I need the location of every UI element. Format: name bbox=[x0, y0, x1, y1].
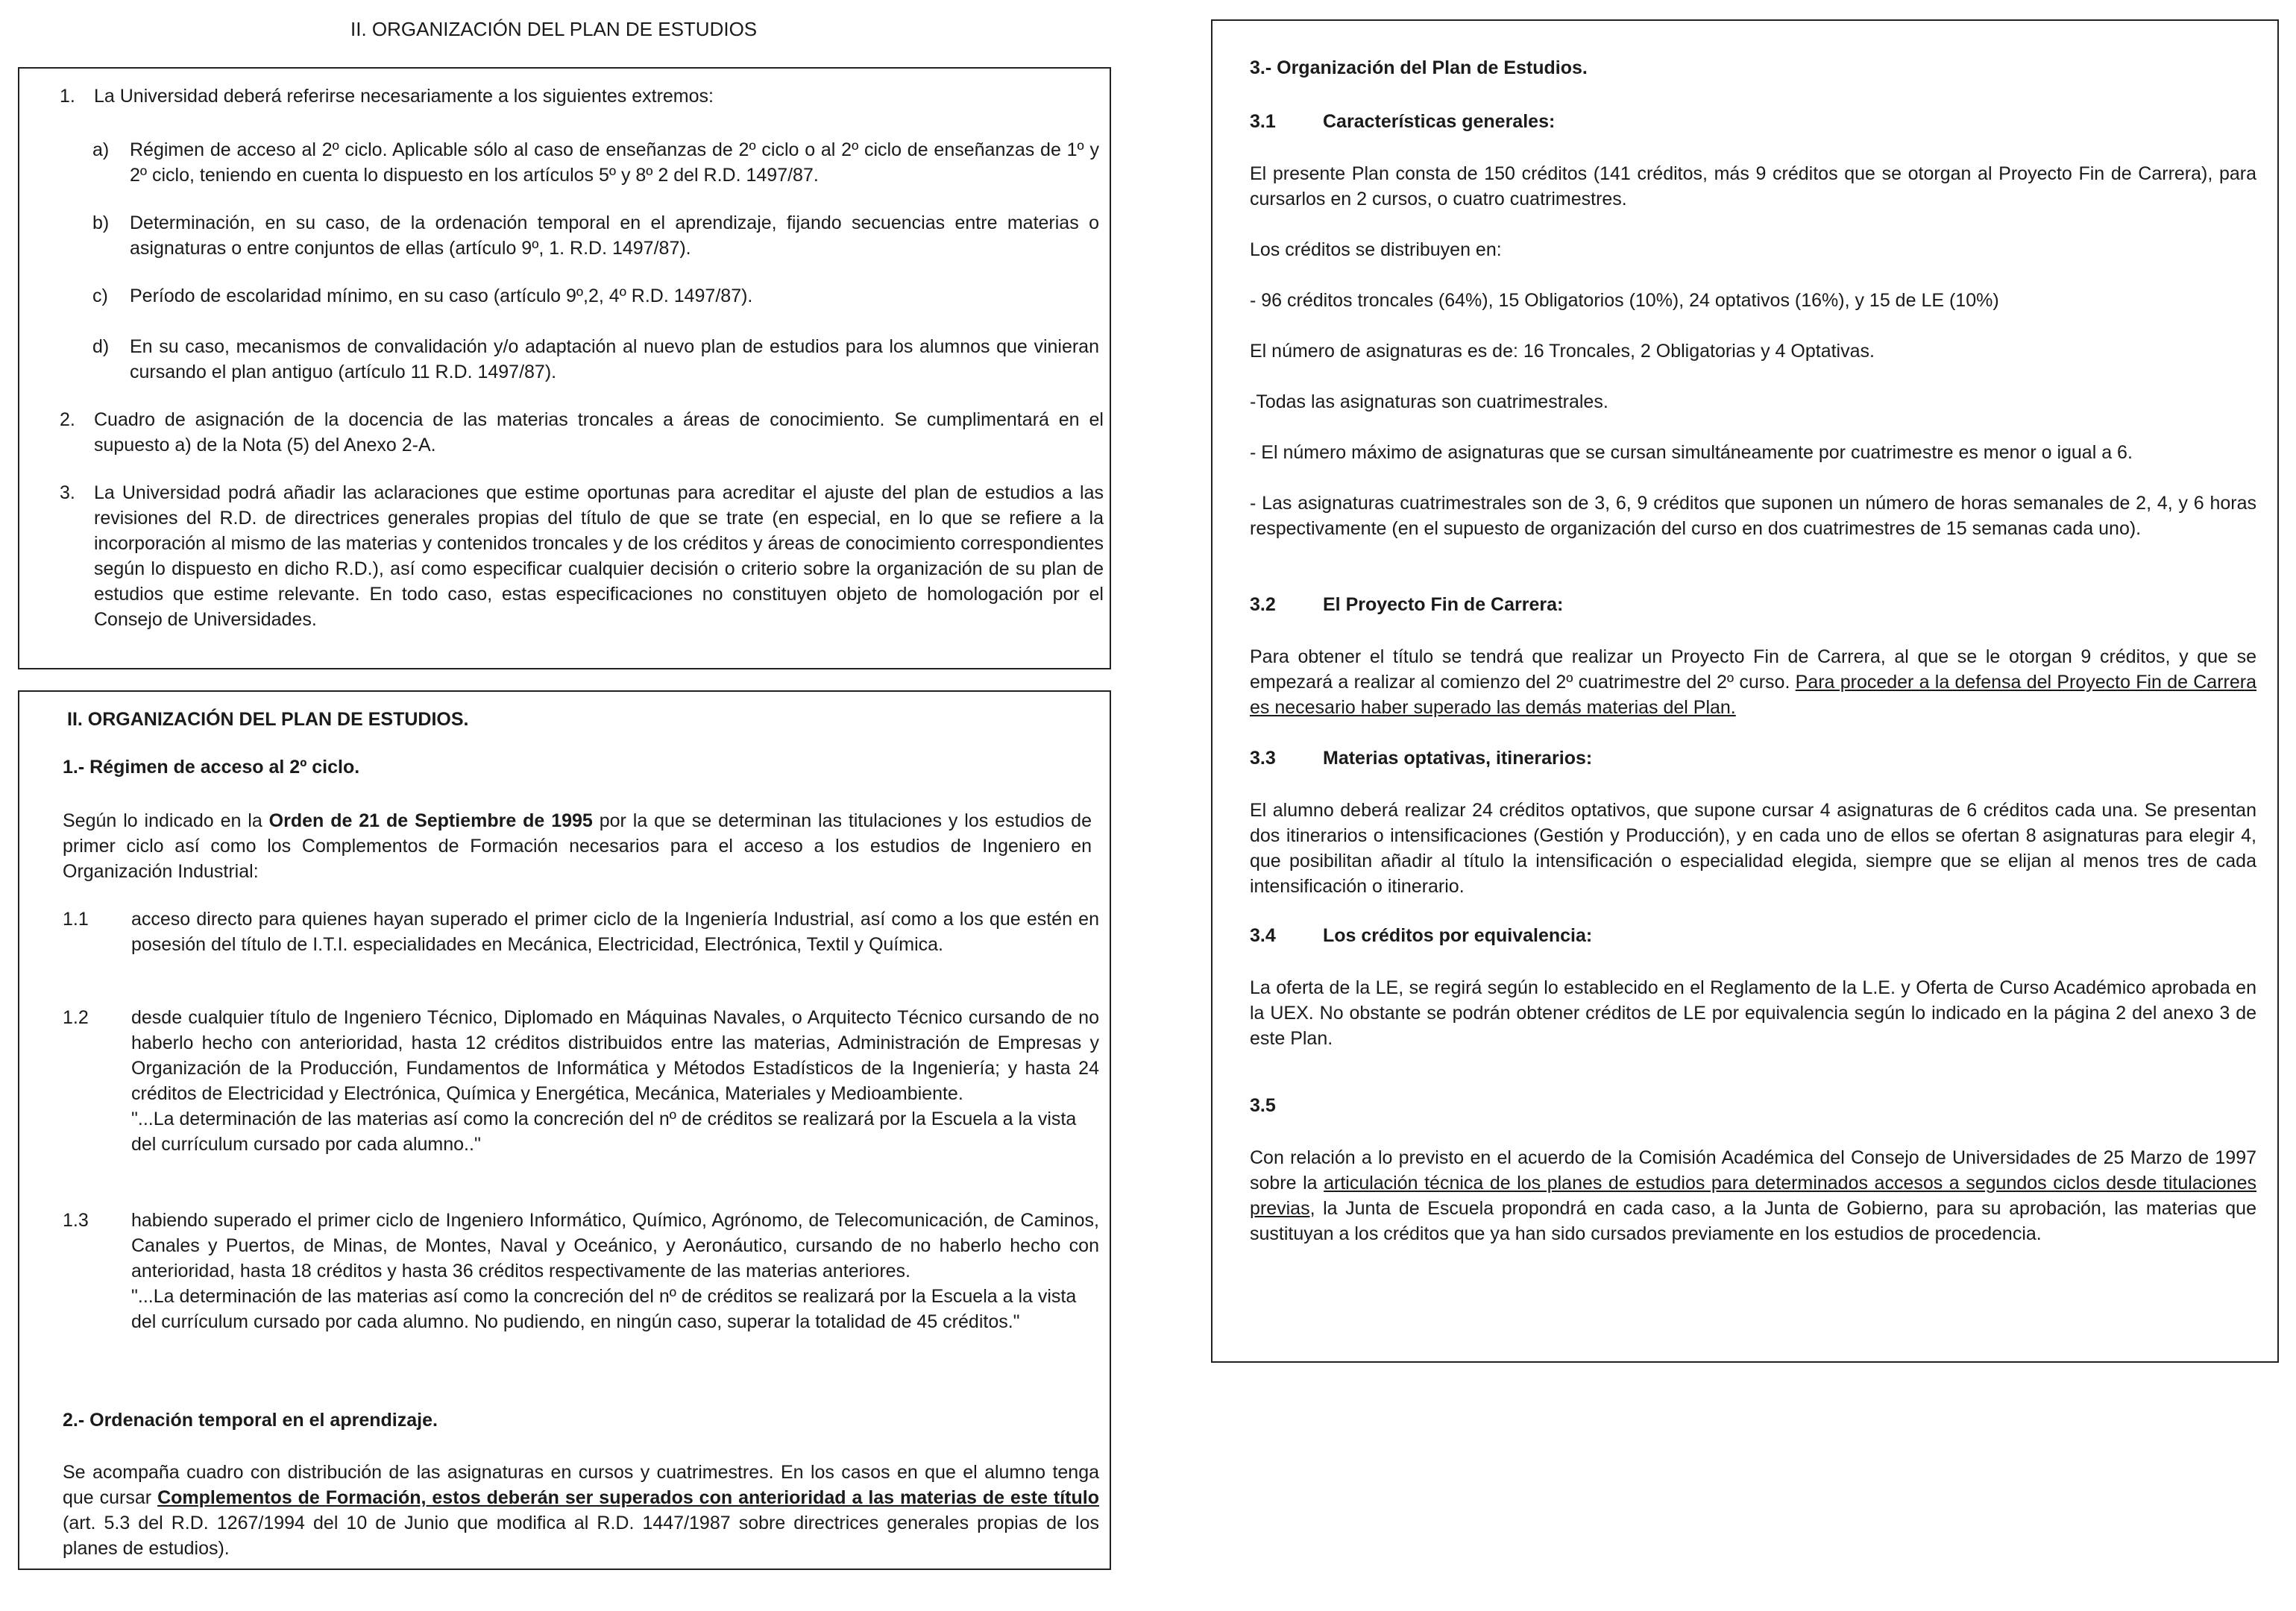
intro-text: Según lo indicado en la bbox=[63, 810, 269, 831]
subsection-number: 3.5 bbox=[1250, 1095, 1276, 1116]
item-number: 1.3 bbox=[63, 1210, 89, 1231]
text: Con relación a lo previsto en el acuerdo de la Comisión Académica del Consejo de Universidades de 25 Marzo de 1997 sobre la bbox=[1250, 1147, 2256, 1194]
sub-text: En su caso, mecanismos de convalidación y/o adaptación al nuevo plan de estudios para los alumnos que vinieran cursando el plan antiguo (artículo 11 R.D. 1497/87). bbox=[130, 336, 1099, 382]
item-number: 2. bbox=[60, 409, 75, 430]
subsection-number: 3.2 bbox=[1250, 594, 1276, 615]
subsection-number: 3.4 bbox=[1250, 925, 1276, 946]
underlined-text: Para proceder a la defensa del Proyecto Fin de Carrera es necesario haber superado las demás materias del Plan. bbox=[1250, 672, 2256, 718]
instruction-item-1 bbox=[60, 83, 1104, 109]
paragraph bbox=[1250, 644, 2256, 720]
section-3-title: 3.- Organización del Plan de Estudios. bbox=[1250, 57, 1588, 78]
sub-text: Determinación, en su caso, de la ordenación temporal en el aprendizaje, fijando secuencias entre materias o asignaturas o entre conjuntos de ellas (artículo 9º, 1. R.D. 1497/87). bbox=[130, 212, 1099, 259]
text: Se acompaña cuadro con distribución de las asignaturas en cursos y cuatrimestres. En los casos en que el alumno tenga que cursar bbox=[63, 1462, 1099, 1508]
order-reference: Orden de 21 de Septiembre de 1995 bbox=[268, 810, 593, 831]
underlined-text: articulación técnica de los planes de estudios para determinados accesos a segundos ciclos desde titulaciones previas bbox=[1250, 1173, 2257, 1219]
item-quote: "...La determinación de las materias así como la concreción del nº de créditos se realizará por la Escuela a la vista del currículum cursado por cada alumno. No pudiendo, en ningún caso, superar la totalidad de 45 créditos." bbox=[131, 1286, 1077, 1332]
section-1-title: 1.- Régimen de acceso al 2º ciclo. bbox=[63, 757, 360, 778]
paragraph: El número de asignaturas es de: 16 Troncales, 2 Obligatorias y 4 Optativas. bbox=[1250, 341, 1875, 362]
item-text: acceso directo para quienes hayan superado el primer ciclo de la Ingeniería Industrial, así como a los que estén en posesión del título de I.T.I. especialidades en Mecánica, Electricidad, Electrónica, Textil y Química. bbox=[131, 909, 1099, 955]
subsection-3-2 bbox=[1250, 592, 1563, 617]
item-number: 3. bbox=[60, 482, 75, 503]
access-item-1-3 bbox=[63, 1208, 1099, 1334]
subsection-3-1 bbox=[1250, 109, 1555, 134]
paragraph bbox=[1250, 1145, 2256, 1246]
page-heading: II. ORGANIZACIÓN DEL PLAN DE ESTUDIOS bbox=[350, 18, 758, 40]
text-cont: , la Junta de Escuela propondrá en cada caso, a la Junta de Gobierno, para su aprobación, las materias que sustituyan a los créditos que ya han sido cursados previamente en los estudios de procedencia. bbox=[1250, 1198, 2256, 1244]
section-heading: II. ORGANIZACIÓN DEL PLAN DE ESTUDIOS. bbox=[67, 709, 469, 730]
sub-label: b) bbox=[92, 212, 110, 233]
subsection-title: Los créditos por equivalencia: bbox=[1323, 925, 1593, 946]
instructions-box bbox=[18, 67, 1111, 669]
sub-label: a) bbox=[92, 139, 110, 160]
sub-text: Régimen de acceso al 2º ciclo. Aplicable sólo al caso de enseñanzas de 2º ciclo o al 2º ciclo de enseñanzas de 1º y 2º ciclo, teniendo en cuenta lo dispuesto en los artículos 5º y 8º 2 del R.D. 1497/87. bbox=[130, 139, 1099, 186]
paragraph: - 96 créditos troncales (64%), 15 Obligatorios (10%), 24 optativos (16%), y 15 de LE (10%) bbox=[1250, 290, 1999, 311]
paragraph: - Las asignaturas cuatrimestrales son de 3, 6, 9 créditos que suponen un número de horas semanales de 2, 4, y 6 horas respectivamente (en el supuesto de organización del curso en dos cuatrimestres de 15 semanas cada uno). bbox=[1250, 493, 2256, 539]
text-cont: (art. 5.3 del R.D. 1267/1994 del 10 de Junio que modifica al R.D. 1447/1987 sobre directrices generales propias de los planes de estudios). bbox=[63, 1513, 1099, 1559]
plan-details-box bbox=[1211, 19, 2279, 1363]
text: Para obtener el título se tendrá que realizar un Proyecto Fin de Carrera, al que se le otorgan 9 créditos, y que se empezará a realizar al comienzo del 2º cuatrimestre del 2º curso. bbox=[1250, 646, 2256, 693]
item-text: La Universidad podrá añadir las aclaraciones que estime oportunas para acreditar el ajuste del plan de estudios a las revisiones del R.D. de directrices generales propias del título de que se trate (en especial, en lo que se refiere a la incorporación al mismo de las materias y contenidos troncales y de los créditos y áreas de conocimiento correspondientes según lo dispuesto en dicho R.D.), así como especificar cualquier decisión o criterio sobre la organización de su plan de estudios que estime relevante. En todo caso, estas especificaciones no constituyen objeto de homologación por el Consejo de Universidades. bbox=[94, 482, 1104, 630]
sub-label: d) bbox=[92, 336, 110, 357]
sub-item-c bbox=[92, 283, 1099, 309]
sub-item-b bbox=[92, 210, 1099, 261]
access-item-1-2 bbox=[63, 1005, 1099, 1157]
sub-item-a bbox=[92, 137, 1099, 188]
subsection-3-3 bbox=[1250, 745, 1592, 771]
paragraph: Los créditos se distribuyen en: bbox=[1250, 239, 1502, 260]
subsection-title: El Proyecto Fin de Carrera: bbox=[1323, 594, 1564, 615]
paragraph: -Todas las asignaturas son cuatrimestrales. bbox=[1250, 391, 1608, 412]
subsection-title: Características generales: bbox=[1323, 111, 1556, 132]
subsection-3-5 bbox=[1250, 1093, 1323, 1118]
item-text: La Universidad deberá referirse necesariamente a los siguientes extremos: bbox=[94, 86, 714, 107]
complementos-note: Complementos de Formación, estos deberán ser superados con anterioridad a las materias de este título bbox=[157, 1487, 1099, 1508]
access-item-1-1 bbox=[63, 907, 1099, 957]
item-text: Cuadro de asignación de la docencia de las materias troncales a áreas de conocimiento. Se cumplimentará en el supuesto a) de la Nota (5) del Anexo 2-A. bbox=[94, 409, 1104, 455]
paragraph: La oferta de la LE, se regirá según lo establecido en el Reglamento de la L.E. y Oferta de Curso Académico aprobada en la UEX. No obstante se podrán obtener créditos de LE por equivalencia según lo indicado en la página 2 del anexo 3 de este Plan. bbox=[1250, 977, 2256, 1049]
item-number: 1.1 bbox=[63, 909, 89, 930]
item-text: desde cualquier título de Ingeniero Técnico, Diplomado en Máquinas Navales, o Arquitecto Técnico cursando de no haberlo hecho con anterioridad, hasta 12 créditos distribuidos entre las materias, Administración de Empresas y Organización de la Producción, Fundamentos de Informática y Métodos Estadísticos de la Ingeniería; y hasta 24 créditos de Electricidad y Electrónica, Química y Energética, Mecánica, Materiales y Medioambiente. bbox=[131, 1007, 1099, 1104]
item-number: 1.2 bbox=[63, 1007, 89, 1028]
subsection-number: 3.1 bbox=[1250, 111, 1276, 132]
instruction-item-3 bbox=[60, 480, 1104, 632]
paragraph: El alumno deberá realizar 24 créditos optativos, que supone cursar 4 asignaturas de 6 créditos cada una. Se presentan dos itinerarios o intensificaciones (Gestión y Producción), y en cada uno de ellos se ofertan 8 asignaturas para elegir 4, que posibilitan añadir al título la intensificación o especialidad elegida, siempre que se elijan al menos tres de cada intensificación o itinerario. bbox=[1250, 800, 2256, 897]
paragraph: - El número máximo de asignaturas que se cursan simultáneamente por cuatrimestre es menor o igual a 6. bbox=[1250, 442, 2133, 463]
section-1-intro bbox=[63, 808, 1092, 884]
instruction-item-2 bbox=[60, 407, 1104, 458]
subsection-3-4 bbox=[1250, 923, 1592, 948]
item-number: 1. bbox=[60, 86, 75, 107]
section-2-text bbox=[63, 1460, 1099, 1561]
intro-text-cont: por la que se determinan las titulaciones y los estudios de primer ciclo así como los Complementos de Formación necesarios para el acceso a los estudios de Ingeniero en Organización Industrial: bbox=[63, 810, 1092, 882]
subsection-title: Materias optativas, itinerarios: bbox=[1323, 748, 1593, 769]
item-quote: "...La determinación de las materias así como la concreción del nº de créditos se realizará por la Escuela a la vista del currículum cursado por cada alumno.." bbox=[131, 1109, 1077, 1155]
paragraph: El presente Plan consta de 150 créditos (141 créditos, más 9 créditos que se otorgan al Proyecto Fin de Carrera), para cursarlos en 2 cursos, o cuatro cuatrimestres. bbox=[1250, 163, 2256, 209]
section-2-title: 2.- Ordenación temporal en el aprendizaje. bbox=[63, 1410, 438, 1431]
sub-label: c) bbox=[92, 286, 108, 306]
item-text: habiendo superado el primer ciclo de Ingeniero Informático, Químico, Agrónomo, de Telecomunicación, de Caminos, Canales y Puertos, de Minas, de Montes, Naval y Oceánico, y Aeronáutico, cursando de no haberlo hecho con anterioridad, hasta 18 créditos y hasta 36 créditos respectivamente de las materias anteriores. bbox=[131, 1210, 1099, 1281]
subsection-number: 3.3 bbox=[1250, 748, 1276, 769]
sub-item-d bbox=[92, 334, 1099, 385]
plan-organization-box bbox=[18, 690, 1111, 1570]
sub-text: Período de escolaridad mínimo, en su caso (artículo 9º,2, 4º R.D. 1497/87). bbox=[130, 286, 753, 306]
